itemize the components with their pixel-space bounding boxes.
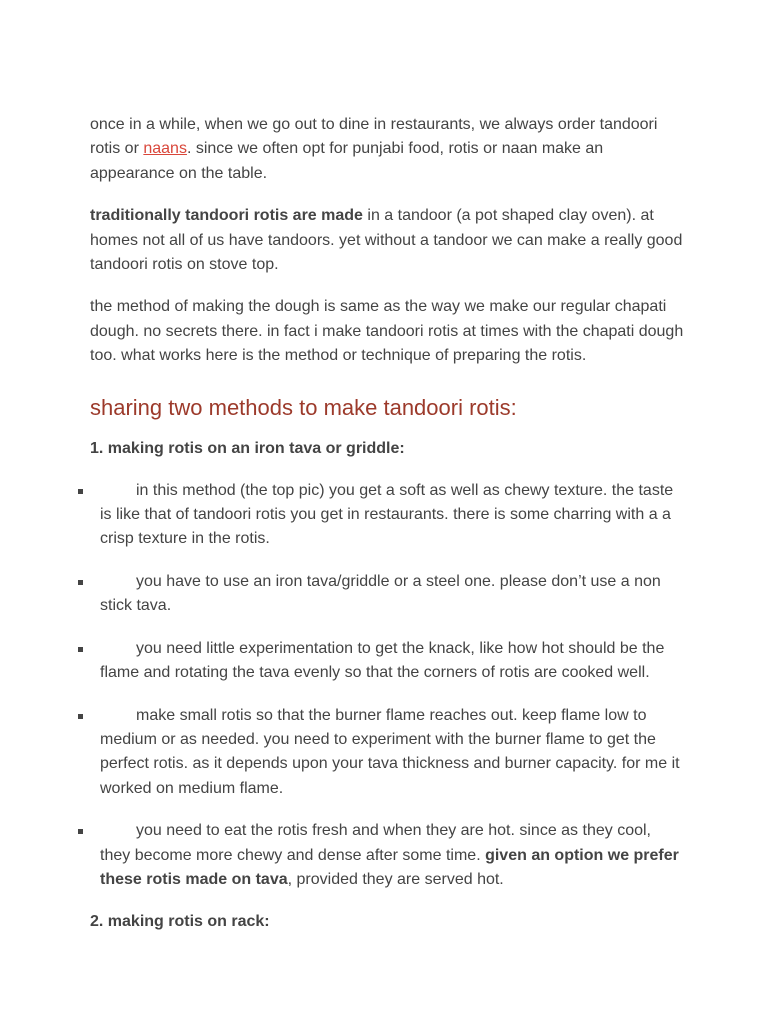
list-item-text: in this method (the top pic) you get a soft as well as chewy texture. the taste is like that of tandoori rotis you get in restaurants. there is some charring with a a crisp texture in the rotis. <box>100 481 674 548</box>
methods-heading: sharing two methods to make tandoori rotis: <box>90 394 517 420</box>
intro-paragraph-1-text-b: . since we often opt for punjabi food, rotis or naan make an appearance on the table. <box>90 140 604 182</box>
list-item-text-end: , provided they are served hot. <box>287 870 504 888</box>
square-bullet-icon <box>78 829 83 834</box>
article-body <box>90 113 690 952</box>
square-bullet-icon <box>78 714 83 719</box>
square-bullet-icon <box>78 580 83 585</box>
list-item <box>90 570 680 619</box>
method-1-list <box>90 479 690 893</box>
intro-paragraph-3: the method of making the dough is same as the way we make our regular chapati dough. no secrets there. in fact i make tandoori rotis at times with the chapati dough too. what works here is the method or technique of preparing the rotis. <box>90 298 684 365</box>
list-item-text: you have to use an iron tava/griddle or a steel one. please don’t use a non stick tava. <box>100 572 661 615</box>
list-item <box>90 637 680 686</box>
list-item-bold: given an option we prefer these rotis made on tava <box>100 846 679 888</box>
intro-paragraph-2-bold: traditionally tandoori rotis are made <box>90 207 363 225</box>
list-item-text: you need to eat the rotis fresh and when they are hot. since as they cool, they become more chewy and dense after some time. <box>100 822 651 864</box>
intro-paragraph-2-text: in a tandoor (a pot shaped clay oven). at homes not all of us have tandoors. yet without a tandoor we can make a really good tandoori rotis on stove top. <box>90 207 683 274</box>
intro-paragraph-1-text-a: once in a while, when we go out to dine in restaurants, we always order tandoori rotis or <box>90 116 658 158</box>
method-1-title: 1. making rotis on an iron tava or griddle: <box>90 439 405 457</box>
intro-paragraph-2 <box>90 204 690 277</box>
list-item <box>90 479 680 552</box>
method-2-title: 2. making rotis on rack: <box>90 913 270 931</box>
list-item-text: you need little experimentation to get the knack, like how hot should be the flame and rotating the tava evenly so that the corners of rotis are cooked well. <box>100 639 665 682</box>
square-bullet-icon <box>78 647 83 652</box>
square-bullet-icon <box>78 489 83 494</box>
list-item-text: make small rotis so that the burner flame reaches out. keep flame low to medium or as needed. you need to experiment with the burner flame to get the perfect rotis. as it depends upon your tava thickness and burner capacity. for me it worked on medium flame. <box>100 706 680 797</box>
intro-paragraph-1 <box>90 113 690 186</box>
list-item <box>90 704 680 802</box>
list-item <box>90 819 680 892</box>
naans-link[interactable]: naans <box>143 140 187 158</box>
